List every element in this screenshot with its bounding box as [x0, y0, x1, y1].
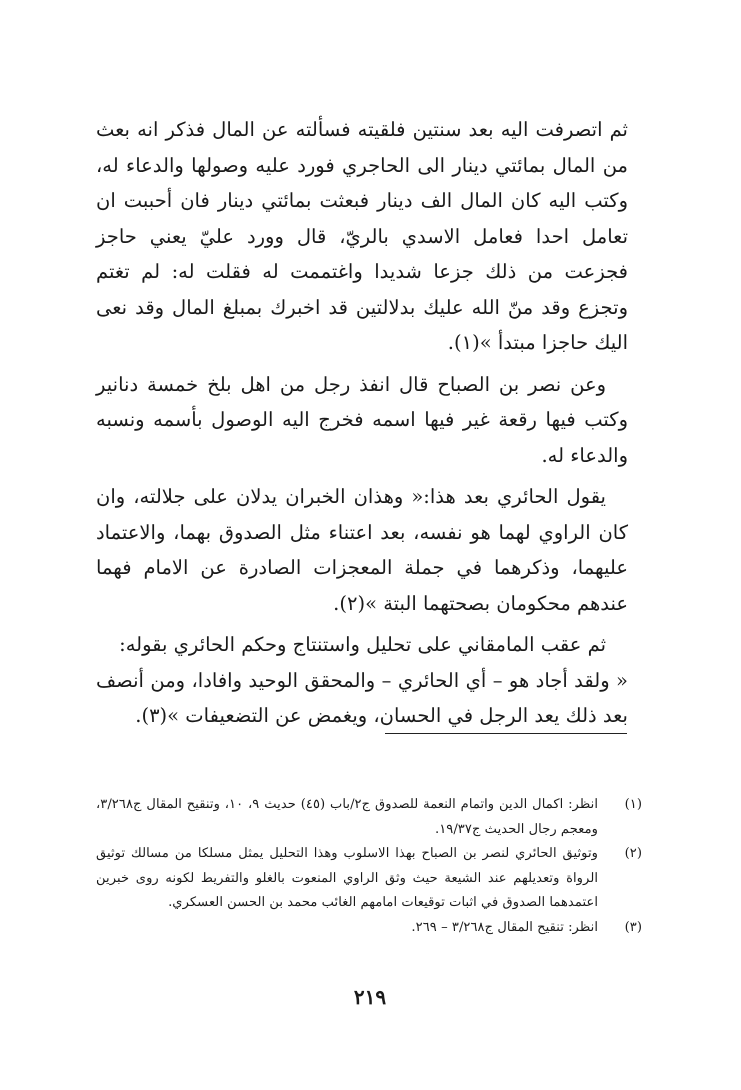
footnote-2: [96, 842, 642, 916]
footnote-number: (٢): [624, 846, 642, 861]
footnote-text: انظر: اكمال الدين واتمام النعمة للصدوق ج٢/باب (٤٥) حديث ٩، ١٠، وتنقيح المقال ج٣/٢٦٨، ومعجم رجال الحديث ج١٩/٣٧.: [96, 797, 598, 837]
paragraph-3: يقول الحائري بعد هذا:« وهذان الخبران يدلان على جلالته، وان كان الراوي لهما هو نفسه، بعد اعتناء مثل الصدوق بهما، والاعتماد عليهما، وذكرهما في جملة المعجزات الصادرة عن الامام فهما عندهم محكومان بصحتهما البتة »(٢).: [96, 485, 628, 615]
paragraph-1: ثم اتصرفت اليه بعد سنتين فلقيته فسألته عن المال فذكر انه بعث من المال بمائتي دينار الى الحاجري فورد عليه وصولها والدعاء له، وكتب اليه كان المال الف دينار فبعثت بمائتي دينار فان أحببت ان تعامل احدا فعامل الاسدي بالريّ، قال وورد عليّ يعني حاجز فجزعت من ذلك جزعا شديدا واغتممت له فقلت له: لم تغتم وتجزع وقد منّ الله عليك بدلالتين قد اخبرك بمبلغ المال وقد نعى اليك حاجزا مبتدأ »(١).: [96, 118, 628, 354]
footnote-text: انظر: تنقيح المقال ج٣/٢٦٨ – ٢٦٩.: [411, 919, 598, 935]
footnote-number: (١): [624, 797, 642, 812]
footnote-number: (٣): [624, 919, 642, 935]
paragraph-4: ثم عقب المامقاني على تحليل واستنتاج وحكم الحائري بقوله:: [119, 633, 606, 656]
footnotes: [96, 793, 642, 940]
paragraph-5: « ولقد أجاد هو – أي الحائري – والمحقق الوحيد وافادا، ومن أنصف بعد ذلك يعد الرجل في الحسان، ويغمض عن التضعيفات »(٣).: [96, 668, 628, 727]
footnote-divider: [385, 733, 627, 734]
page-number: ٢١٩: [353, 985, 387, 1009]
footnote-1: [96, 793, 642, 842]
footnote-text: وتوثيق الحائري لنصر بن الصباح بهذا الاسلوب وهذا التحليل يمثل مسلكا من مسالك توثيق الرواة وتعديلهم عند الشيعة حيث وثق الراوي المنعوت بالغلو والتفريط لكونه روى خبرين اعتمدهما الصدوق في اثبات توقيعات امامهم الغائب محمد بن الحسن العسكري.: [96, 846, 598, 910]
paragraph-2: وعن نصر بن الصباح قال انفذ رجل من اهل بلخ خمسة دنانير وكتب فيها رقعة غير فيها اسمه فخرج اليه الوصول بأسمه ونسبه والدعاء له.: [96, 372, 628, 467]
footnote-3: [96, 916, 642, 941]
main-text: [96, 112, 628, 734]
